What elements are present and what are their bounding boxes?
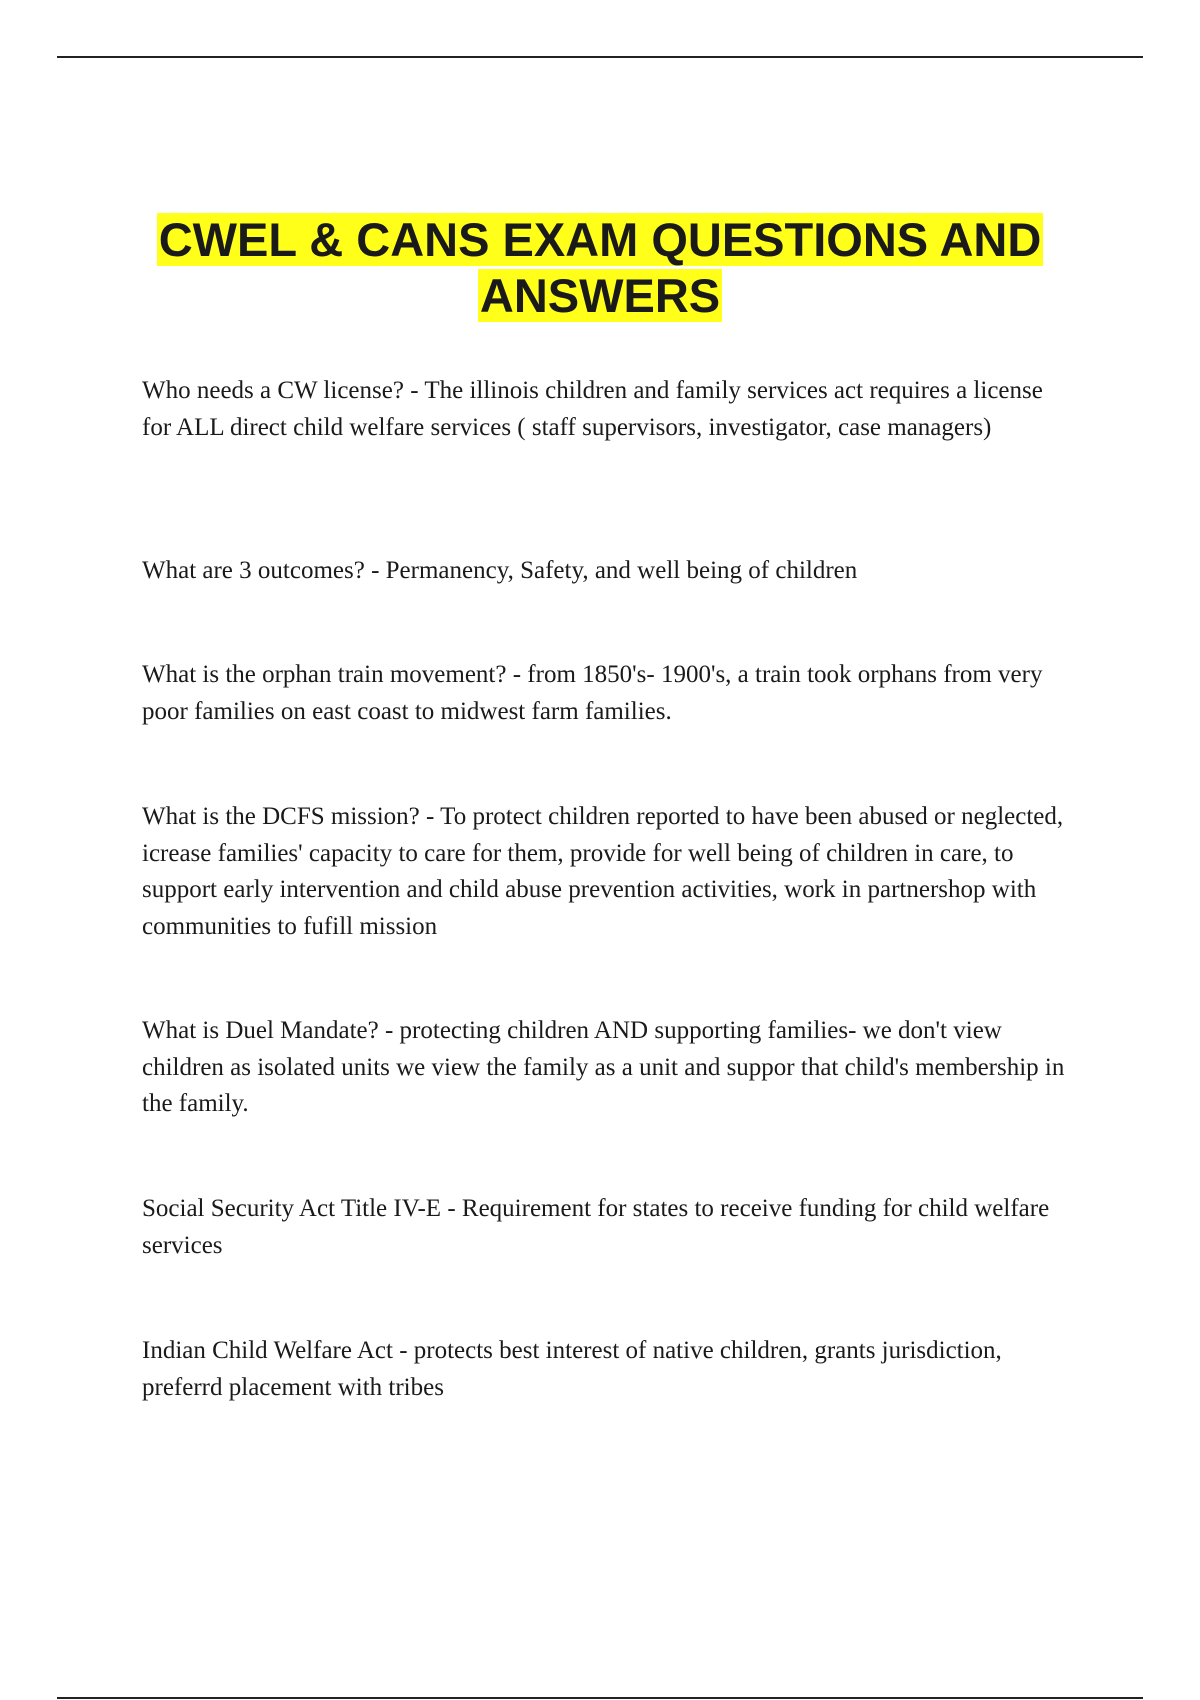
qa-item: What is Duel Mandate? - protecting children AND supporting families- we don't view children as isolated units we view the family as a unit and suppor that child's membership in the family.	[142, 1017, 1065, 1117]
title-line-2: ANSWERS	[479, 269, 721, 322]
qa-question: What is the DCFS mission?	[142, 803, 420, 830]
qa-answer: Requirement for states to receive funding for child welfare services	[142, 1195, 1050, 1259]
qa-item: Who needs a CW license? - The illinois children and family services act requires a license for ALL direct child welfare services ( staff supervisors, investigator, case managers)	[142, 377, 1043, 441]
title-line-1: CWEL & CANS EXAM QUESTIONS AND	[158, 213, 1042, 266]
qa-question: What is the orphan train movement?	[142, 661, 507, 688]
qa-question: Who needs a CW license?	[142, 377, 404, 404]
qa-item: Indian Child Welfare Act - protects best interest of native children, grants jurisdiction, preferrd placement with tribes	[142, 1337, 1002, 1401]
qa-item: What is the DCFS mission? - To protect children reported to have been abused or neglected, icrease families' capacity to care for them, provide for well being of children in care, to support early intervention and child abuse prevention activities, work in partnershop with communities to fufill mission	[142, 803, 1064, 940]
qa-answer: Permanency, Safety, and well being of children	[385, 557, 858, 584]
qa-answer: protects best interest of native children, grants jurisdiction, preferrd placement with tribes	[142, 1337, 1002, 1401]
qa-answer: To protect children reported to have been abused or neglected, icrease families' capacity to care for them, provide for well being of children in care, to support early intervention and child abuse prevention activities, work in partnershop with communities to fufill mission	[142, 803, 1064, 940]
qa-question: Indian Child Welfare Act	[142, 1337, 393, 1364]
document-title	[0, 212, 1200, 324]
qa-answer: The illinois children and family services act requires a license for ALL direct child welfare services ( staff supervisors, investigator, case managers)	[142, 377, 1043, 441]
qa-answer: from 1850's- 1900's, a train took orphans from very poor families on east coast to midwest farm families.	[142, 661, 1043, 725]
qa-question: Social Security Act Title IV-E	[142, 1195, 442, 1222]
qa-item: What is the orphan train movement? - from 1850's- 1900's, a train took orphans from very poor families on east coast to midwest farm families.	[142, 661, 1043, 725]
top-divider	[57, 56, 1143, 58]
qa-question: What are 3 outcomes?	[142, 557, 365, 584]
qa-question: What is Duel Mandate?	[142, 1017, 379, 1044]
qa-answer: protecting children AND supporting families- we don't view children as isolated units we view the family as a unit and suppor that child's membership in the family.	[142, 1017, 1065, 1117]
bottom-divider	[57, 1697, 1143, 1699]
qa-item: What are 3 outcomes? - Permanency, Safety, and well being of children	[142, 557, 858, 584]
qa-item: Social Security Act Title IV-E - Requirement for states to receive funding for child welfare services	[142, 1195, 1050, 1259]
